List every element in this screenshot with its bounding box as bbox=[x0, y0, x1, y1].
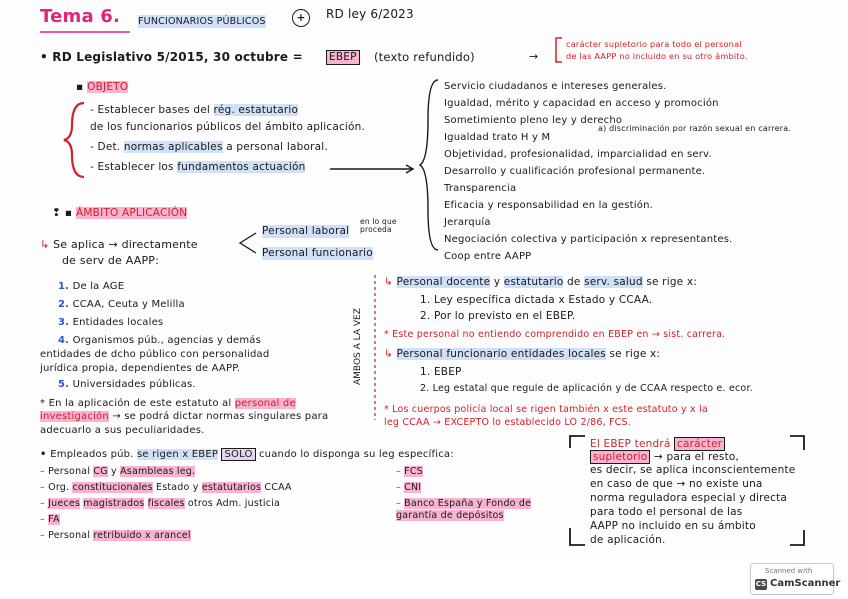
ambito-line-2: de serv de AAPP: bbox=[62, 254, 160, 267]
admin-item: jurídica propia, dependientes de AAPP. bbox=[40, 363, 241, 374]
objeto-heading: ▪ OBJETO bbox=[76, 81, 129, 93]
docente-item-2: 2. Por lo previsto en el EBEP. bbox=[420, 310, 576, 322]
fundamento-item: Eficacia y responsabilidad en la gestión. bbox=[444, 200, 654, 211]
line1-text: • RD Legislativo 5/2015, 30 octubre = bbox=[40, 50, 303, 64]
objeto-item-1: - Establecer bases del rég. estatutario bbox=[90, 104, 299, 116]
ebep-box: EBEP bbox=[326, 50, 360, 65]
frame-line-5: norma reguladora especial y directa bbox=[590, 492, 788, 504]
fundamento-item: Transparencia bbox=[444, 183, 517, 194]
frame-line-8: de aplicación. bbox=[590, 534, 666, 546]
frame-line-1: El EBEP tendrá carácter bbox=[590, 438, 725, 451]
empleado-item: – Jueces magistrados fiscales otros Adm. justicia bbox=[40, 498, 281, 509]
fundamento-item: Igualdad, mérito y capacidad en acceso y promoción bbox=[444, 98, 719, 109]
fundamento-item: Objetividad, profesionalidad, imparcialidad en serv. bbox=[444, 149, 712, 160]
admin-item: entidades de dcho público con personalidad bbox=[40, 349, 270, 360]
empleado-item: – Personal CG y Asambleas leg. bbox=[40, 466, 196, 477]
page-title: Tema 6. bbox=[40, 6, 121, 27]
locales-line: ↳ Personal funcionario entidades locales se rige x: bbox=[384, 348, 661, 360]
locales-item-2: 2. Leg estatal que regule de aplicación y de CCAA respecto e. ecor. bbox=[420, 383, 753, 394]
en-lo-que-proceda: en lo que proceda bbox=[360, 217, 397, 234]
ambito-line-1: ↳ Se aplica → directamente bbox=[40, 238, 198, 251]
igualdad-note: a) discriminación por razón sexual en carrera. bbox=[598, 124, 792, 133]
personal-funcionario: Personal funcionario bbox=[262, 247, 373, 259]
frame-line-6: para todo el personal de las bbox=[590, 506, 743, 518]
empleado-item: – Org. constitucionales Estado y estatutarios CCAA bbox=[40, 482, 292, 493]
note-aplicacion-3: adecuarlo a sus peculiaridades. bbox=[40, 425, 205, 436]
locales-note-2: leg CCAA → EXCEPTO lo establecido LO 2/86, FCS. bbox=[384, 417, 631, 428]
fundamento-item: Servicio ciudadanos e intereses generales. bbox=[444, 81, 667, 92]
fundamento-item: Desarrollo y cualificación profesional permanente. bbox=[444, 166, 706, 177]
empleado-item: – Personal retribuido x arancel bbox=[40, 530, 191, 541]
frame-line-3: es decir, se aplica inconscientemente bbox=[590, 464, 796, 476]
fundamento-item: Coop entre AAPP bbox=[444, 251, 532, 262]
docente-line: ↳ Personal docente y estatutario de serv. salud se rige x: bbox=[384, 276, 698, 288]
rd-ley: RD ley 6/2023 bbox=[326, 7, 414, 21]
admin-item: 2. CCAA, Ceuta y Melilla bbox=[58, 299, 185, 310]
fundamento-item: Negociación colectiva y participación x representantes. bbox=[444, 234, 733, 245]
ambos-a-la-vez: AMBOS A LA VEZ bbox=[353, 308, 363, 385]
camscanner-watermark: Scanned with CS CamScanner bbox=[750, 563, 834, 595]
ambito-heading: ❢ ▪ ÁMBITO APLICACIÓN bbox=[52, 207, 188, 219]
frame-line-2: supletorio → para el resto, bbox=[590, 451, 739, 464]
docente-exclusion: * Este personal no entiendo comprendido en EBEP en → sist. carrera. bbox=[384, 329, 726, 340]
note-aplicacion-1: * En la aplicación de este estatuto al personal de bbox=[40, 398, 296, 409]
empleado-item: – CNI bbox=[396, 482, 422, 493]
texto-refundido: (texto refundido) bbox=[374, 50, 475, 64]
camscanner-logo-icon: CS bbox=[755, 580, 767, 588]
objeto-item-3: - Establecer los fundamentos actuación bbox=[90, 161, 306, 173]
empleado-item: – FA bbox=[40, 514, 60, 525]
empleados-heading: • Empleados púb. se rigen x EBEP SOLO cuando lo disponga su leg específica: bbox=[40, 449, 454, 460]
frame-line-7: AAPP no incluido en su ámbito bbox=[590, 520, 756, 532]
fundamento-item: Sometimiento pleno ley y derecho bbox=[444, 115, 623, 126]
admin-item: 4. Organismos púb., agencias y demás bbox=[58, 335, 262, 346]
fundamento-item: Jerarquía bbox=[444, 217, 491, 228]
docente-item-1: 1. Ley específica dictada x Estado y CCAA. bbox=[420, 294, 653, 306]
admin-item: 1. De la AGE bbox=[58, 281, 125, 292]
objeto-item-2: - Det. normas aplicables a personal laboral. bbox=[90, 141, 328, 153]
empleado-item: garantía de depósitos bbox=[396, 510, 504, 521]
empleado-item: – Banco España y Fondo de bbox=[396, 498, 532, 509]
page-subtitle: FUNCIONARIOS PÚBLICOS bbox=[138, 16, 266, 27]
objeto-item-1b: de los funcionarios públicos del ámbito aplicación. bbox=[90, 121, 366, 133]
locales-note-1: * Los cuerpos policía local se rigen también x este estatuto y x la bbox=[384, 404, 708, 415]
admin-item: 3. Entidades locales bbox=[58, 317, 164, 328]
personal-laboral: Personal laboral bbox=[262, 225, 350, 237]
arrow-right-icon: → bbox=[529, 50, 539, 63]
note-supletorio-2: de las AAPP no incluido en su otro ámbito. bbox=[566, 51, 748, 61]
note-aplicacion-2: investigación → se podrá dictar normas singulares para bbox=[40, 411, 329, 422]
fundamento-item: Igualdad trato H y M bbox=[444, 132, 551, 143]
locales-item-1: 1. EBEP bbox=[420, 366, 462, 378]
empleado-item: – FCS bbox=[396, 466, 423, 477]
admin-item: 5. Universidades públicas. bbox=[58, 379, 196, 390]
note-supletorio-1: carácter supletorio para todo el personal bbox=[566, 39, 742, 49]
plus-circle-icon: + bbox=[292, 9, 310, 27]
frame-line-4: en caso de que → no existe una bbox=[590, 478, 763, 490]
